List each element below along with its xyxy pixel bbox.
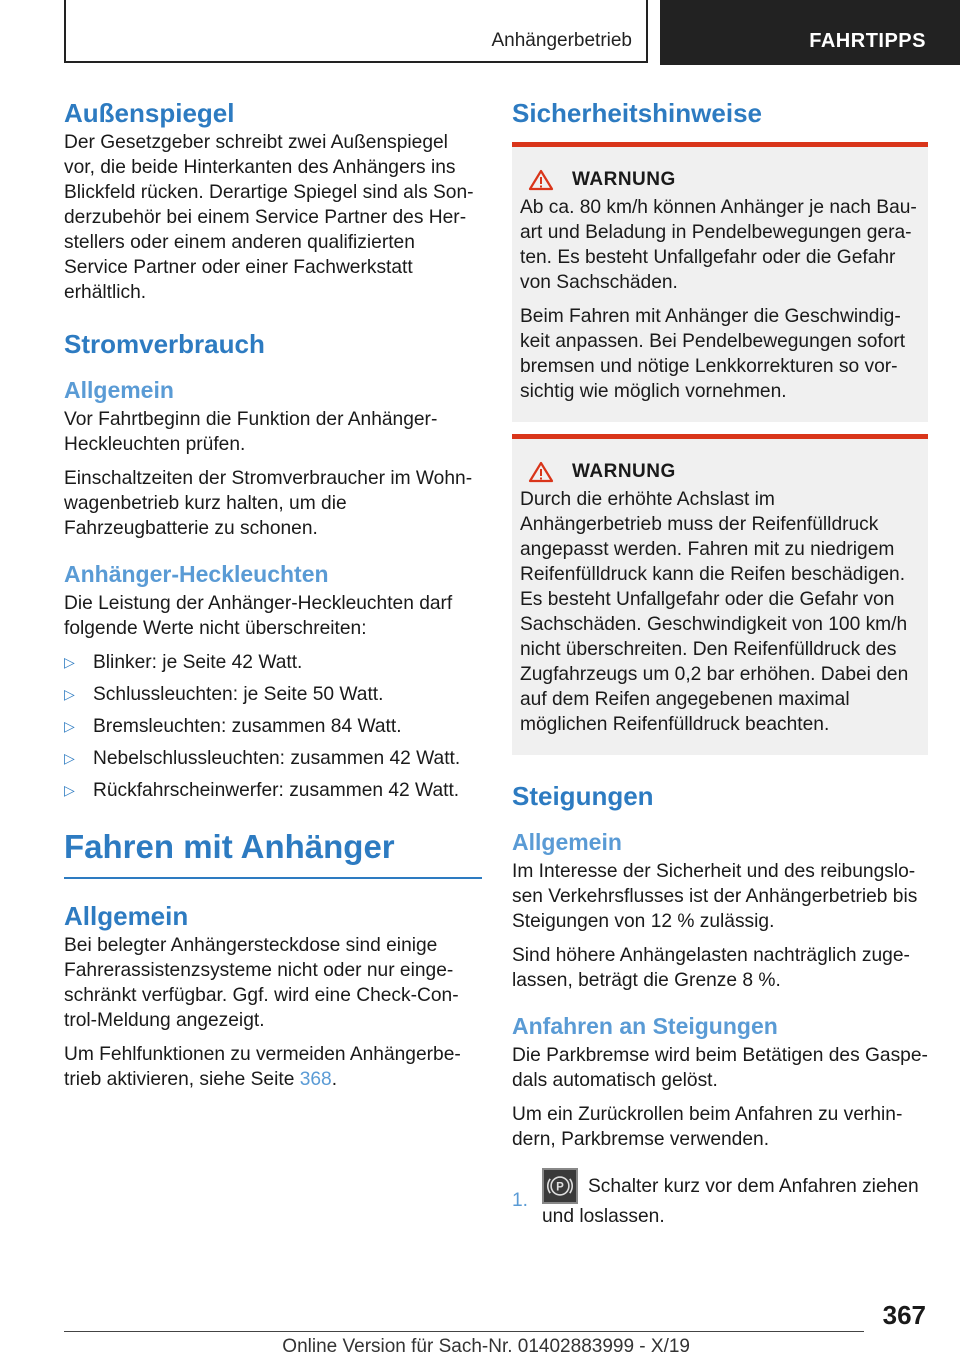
heading-sicherheitshinweise: Sicherheitshinweise [512, 98, 762, 128]
heckleuchten-list [64, 650, 482, 803]
triangle-right-icon: ▷ [64, 782, 75, 798]
step-text: Schalter kurz vor dem Anfahren ziehen und loslassen. [542, 1176, 919, 1227]
heading-fahren-mit-anhaenger: Fahren mit Anhänger [64, 825, 482, 879]
paragraph-stromverbrauch-2: Einschaltzeiten der Stromverbraucher im Wohnwagenbetrieb kurz halten, um die Fahrzeugbatterie zu schonen. [64, 468, 473, 539]
header-section-title: Anhängerbetrieb [491, 30, 632, 51]
triangle-right-icon: ▷ [64, 718, 75, 734]
warning-2-paragraph-1: Durch die erhöhte Achslast im Anhängerbetrieb muss der Reifenfülldruck angepasst werden. Fahren mit zu niedrigem Reifenfülldruck kann die Reifen beschädigen. Es besteht Unfallgefahr oder die Gefahr von Sachschäden. Geschwindigkeit von 100 km/h nicht überschreiten. Den Reifenfülldruck des Zugfahrzeugs um 0,2 bar erhöhen. Dabei den auf dem Reifen angegebenen maximal möglichen Reifenfülldruck beachten. [520, 489, 909, 735]
list-item: ▷ Bremsleuchten: zusammen 84 Watt. [64, 716, 402, 737]
warning-box-2 [512, 434, 928, 755]
warning-label: WARNUNG [572, 169, 676, 190]
list-item: ▷ Nebelschlussleuchten: zusammen 42 Watt. [64, 748, 461, 769]
left-column [64, 96, 482, 1101]
warning-header [520, 461, 920, 483]
triangle-right-icon: ▷ [64, 686, 75, 702]
subheading-allgemein: Allgemein [64, 377, 174, 403]
warning-triangle-icon [528, 461, 554, 483]
triangle-right-icon: ▷ [64, 654, 75, 670]
warning-triangle-icon [528, 169, 554, 191]
warning-1-paragraph-1: Ab ca. 80 km/h können Anhänger je nach Bauart und Beladung in Pendelbewegungen geraten. Es besteht Unfallgefahr oder die Gefahr von Sachschäden. [520, 197, 917, 293]
step-number: 1. [512, 1190, 529, 1211]
paragraph-steigungen-2: Sind höhere Anhängelasten nachträglich zugelassen, beträgt die Grenze 8 %. [512, 945, 910, 991]
header-section-tab [64, 0, 648, 63]
right-column [512, 96, 928, 1229]
subheading-steigungen-allgemein: Allgemein [512, 829, 622, 855]
warning-box-1 [512, 142, 928, 422]
paragraph-steigungen-1: Im Interesse der Sicherheit und des reibungslosen Verkehrsflusses ist der Anhängerbetrieb bis Steigungen von 12 % zulässig. [512, 861, 918, 932]
list-item: ▷ Schlussleuchten: je Seite 50 Watt. [64, 684, 384, 705]
heading-steigungen: Steigungen [512, 781, 654, 811]
paragraph-anfahren-1: Die Parkbremse wird beim Betätigen des Gaspedals automatisch gelöst. [512, 1045, 928, 1091]
subheading-heckleuchten: Anhänger-Heckleuchten [64, 561, 329, 587]
paragraph-stromverbrauch-1: Vor Fahrtbeginn die Funktion der Anhänger-Heckleuchten prüfen. [64, 409, 438, 455]
page-link-368[interactable]: 368 [299, 1069, 332, 1090]
warning-1-paragraph-2: Beim Fahren mit Anhänger die Geschwindigkeit anpassen. Bei Pendelbewegungen sofort bremsen und nötige Lenkkorrekturen so vorsichtig wie möglich vornehmen. [520, 306, 906, 402]
paragraph-anfahren-2: Um ein Zurückrollen beim Anfahren zu verhindern, Parkbremse verwenden. [512, 1104, 903, 1150]
paragraph-fahren-1: Bei belegter Anhängersteckdose sind einige Fahrerassistenzsysteme nicht oder nur eingeschränkt verfügbar. Ggf. wird eine Check-Control-Meldung angezeigt. [64, 935, 459, 1031]
header-chapter-tab [660, 0, 960, 65]
header-chapter-title: FAHRTIPPS [809, 30, 926, 52]
online-version-text: Online Version für Sach-Nr. 01402883999 - X/19 [282, 1336, 690, 1357]
page-number: 367 [882, 1300, 926, 1330]
list-item: ▷ Rückfahrscheinwerfer: zusammen 42 Watt. [64, 780, 460, 801]
paragraph-heckleuchten-intro: Die Leistung der Anhänger-Heckleuchten darf folgende Werte nicht überschreiten: [64, 593, 453, 639]
list-item: ▷ Blinker: je Seite 42 Watt. [64, 652, 303, 673]
parking-brake-switch-icon [542, 1168, 578, 1204]
paragraph-fahren-2: Um Fehlfunktionen zu vermeiden Anhängerbetrieb aktivieren, siehe Seite 368. [64, 1044, 461, 1090]
subheading-anfahren: Anfahren an Steigungen [512, 1013, 778, 1039]
subheading-fahren-allgemein: Allgemein [64, 901, 189, 931]
step-1 [512, 1174, 928, 1229]
warning-header [520, 169, 920, 191]
heading-aussenspiegel: Außenspiegel [64, 98, 235, 128]
paragraph-aussenspiegel: Der Gesetzgeber schreibt zwei Außenspiegel vor, die beide Hinterkanten des Anhängers ins Blickfeld rücken. Derartige Spiegel sind als Sonderzubehör bei einem Service Partner des Herstellers oder einem anderen qualifizierten Service Partner oder einer Fachwerkstatt erhältlich. [64, 132, 474, 303]
warning-label: WARNUNG [572, 461, 676, 482]
heading-stromverbrauch: Stromverbrauch [64, 329, 265, 359]
footer-divider [64, 1331, 864, 1332]
svg-text:P: P [556, 1181, 564, 1194]
triangle-right-icon: ▷ [64, 750, 75, 766]
